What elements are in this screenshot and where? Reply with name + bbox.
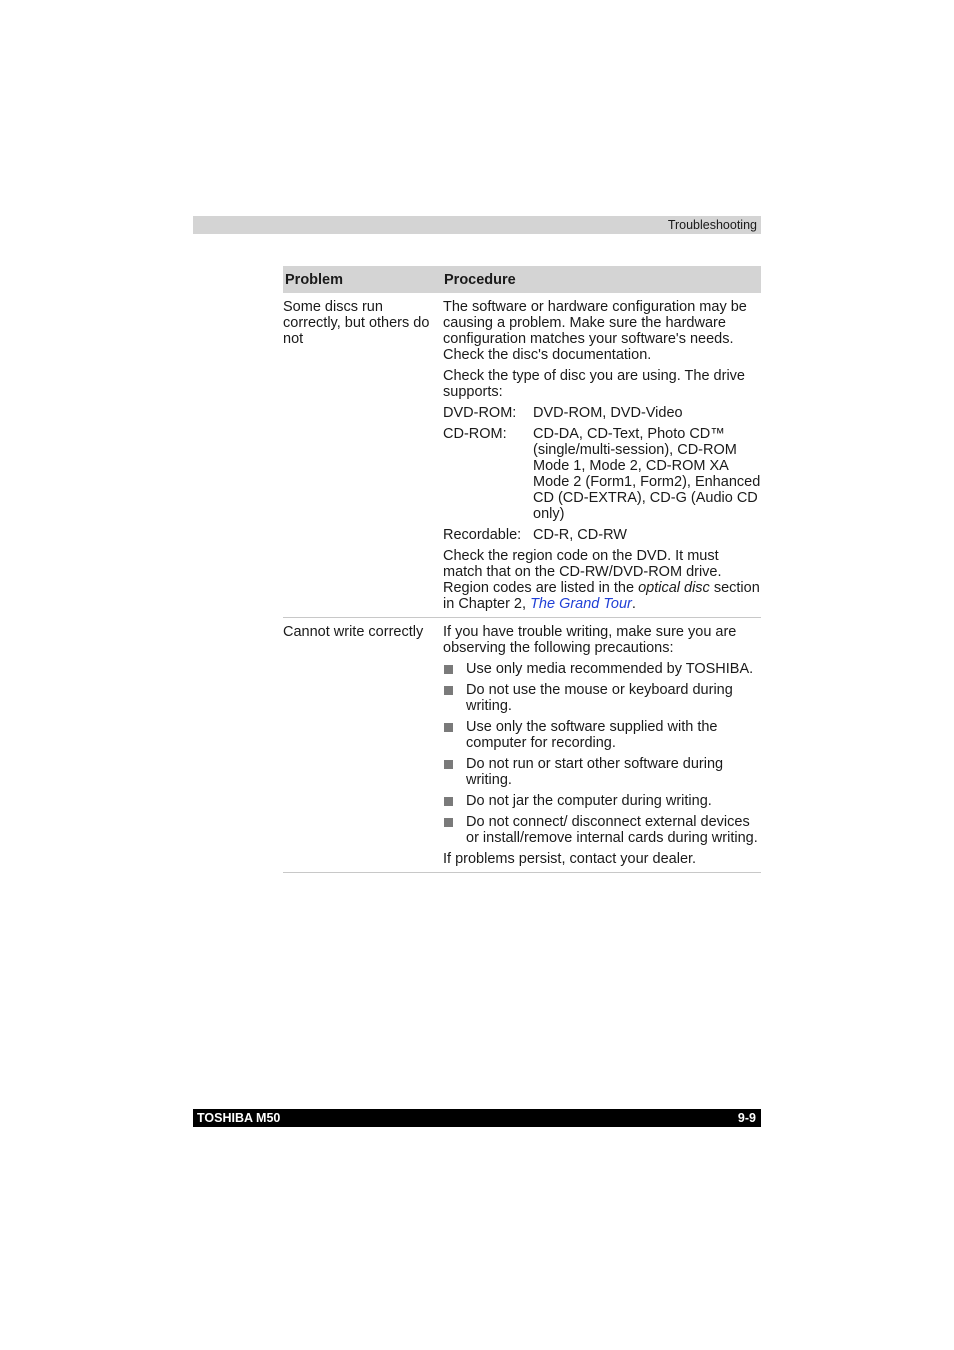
table-row bbox=[283, 293, 761, 618]
format-value: CD-R, CD-RW bbox=[533, 527, 627, 543]
region-text: . bbox=[631, 596, 636, 612]
square-bullet-icon bbox=[444, 686, 453, 695]
format-entry bbox=[443, 527, 761, 543]
format-label: DVD-ROM: bbox=[443, 405, 517, 421]
square-bullet-icon bbox=[444, 818, 453, 827]
region-text-emphasis: optical disc bbox=[638, 580, 710, 596]
procedure-paragraph: If problems persist, contact your dealer. bbox=[443, 851, 697, 867]
procedure-paragraph: The software or hardware configuration may be causing a problem. Make sure the hardware configuration matches your software's needs. Check the disc's documentation. bbox=[443, 299, 747, 363]
list-item bbox=[443, 756, 761, 788]
format-label: CD-ROM: bbox=[443, 426, 507, 442]
list-item bbox=[443, 814, 761, 846]
section-title: Troubleshooting bbox=[667, 218, 757, 232]
list-item-text: Do not use the mouse or keyboard during writing. bbox=[466, 682, 733, 714]
chapter-link[interactable]: The Grand Tour bbox=[530, 596, 632, 612]
region-text: Check the region code on the DVD. It must match that on the CD-RW/DVD-ROM drive. Region codes are listed in the bbox=[443, 548, 722, 596]
troubleshooting-table bbox=[283, 266, 761, 873]
list-item bbox=[443, 682, 761, 714]
list-item-text: Use only media recommended by TOSHIBA. bbox=[466, 661, 754, 677]
column-header-procedure: Procedure bbox=[444, 272, 516, 288]
list-item-text: Do not connect/ disconnect external devices or install/remove internal cards during writing. bbox=[466, 814, 758, 846]
format-value: DVD-ROM, DVD-Video bbox=[533, 405, 683, 421]
square-bullet-icon bbox=[444, 665, 453, 674]
square-bullet-icon bbox=[444, 723, 453, 732]
problem-cell: Some discs run correctly, but others do not bbox=[283, 299, 430, 347]
list-item bbox=[443, 719, 761, 751]
procedure-paragraph: Check the type of disc you are using. The drive supports: bbox=[443, 368, 745, 400]
list-item-text: Do not jar the computer during writing. bbox=[466, 793, 712, 809]
list-item bbox=[443, 661, 761, 677]
format-entry bbox=[443, 405, 761, 421]
region-code-paragraph bbox=[443, 548, 761, 612]
region-text: section in Chapter 2, bbox=[443, 580, 760, 612]
format-value: CD-DA, CD-Text, Photo CD™ (single/multi-session), CD-ROM Mode 1, Mode 2, CD-ROM XA Mode 2 (Form1, Form2), Enhanced CD (CD-EXTRA), CD-G (Audio CD only) bbox=[533, 426, 761, 522]
table-row bbox=[283, 618, 761, 873]
square-bullet-icon bbox=[444, 797, 453, 806]
page-number: 9-9 bbox=[737, 1111, 756, 1125]
problem-cell: Cannot write correctly bbox=[283, 624, 424, 640]
procedure-cell bbox=[443, 624, 761, 867]
format-entry bbox=[443, 426, 761, 522]
page-header-bar bbox=[193, 216, 761, 234]
list-item-text: Use only the software supplied with the computer for recording. bbox=[466, 719, 718, 751]
column-header-problem: Problem bbox=[285, 272, 344, 288]
square-bullet-icon bbox=[444, 760, 453, 769]
product-model: TOSHIBA M50 bbox=[197, 1111, 281, 1125]
list-item-text: Do not run or start other software during writing. bbox=[466, 756, 724, 788]
list-item bbox=[443, 793, 761, 809]
procedure-cell bbox=[443, 299, 761, 612]
procedure-paragraph: If you have trouble writing, make sure you are observing the following precautions: bbox=[443, 624, 737, 656]
table-header bbox=[283, 266, 761, 293]
page-footer-bar bbox=[193, 1109, 761, 1127]
format-label: Recordable: bbox=[443, 527, 522, 543]
